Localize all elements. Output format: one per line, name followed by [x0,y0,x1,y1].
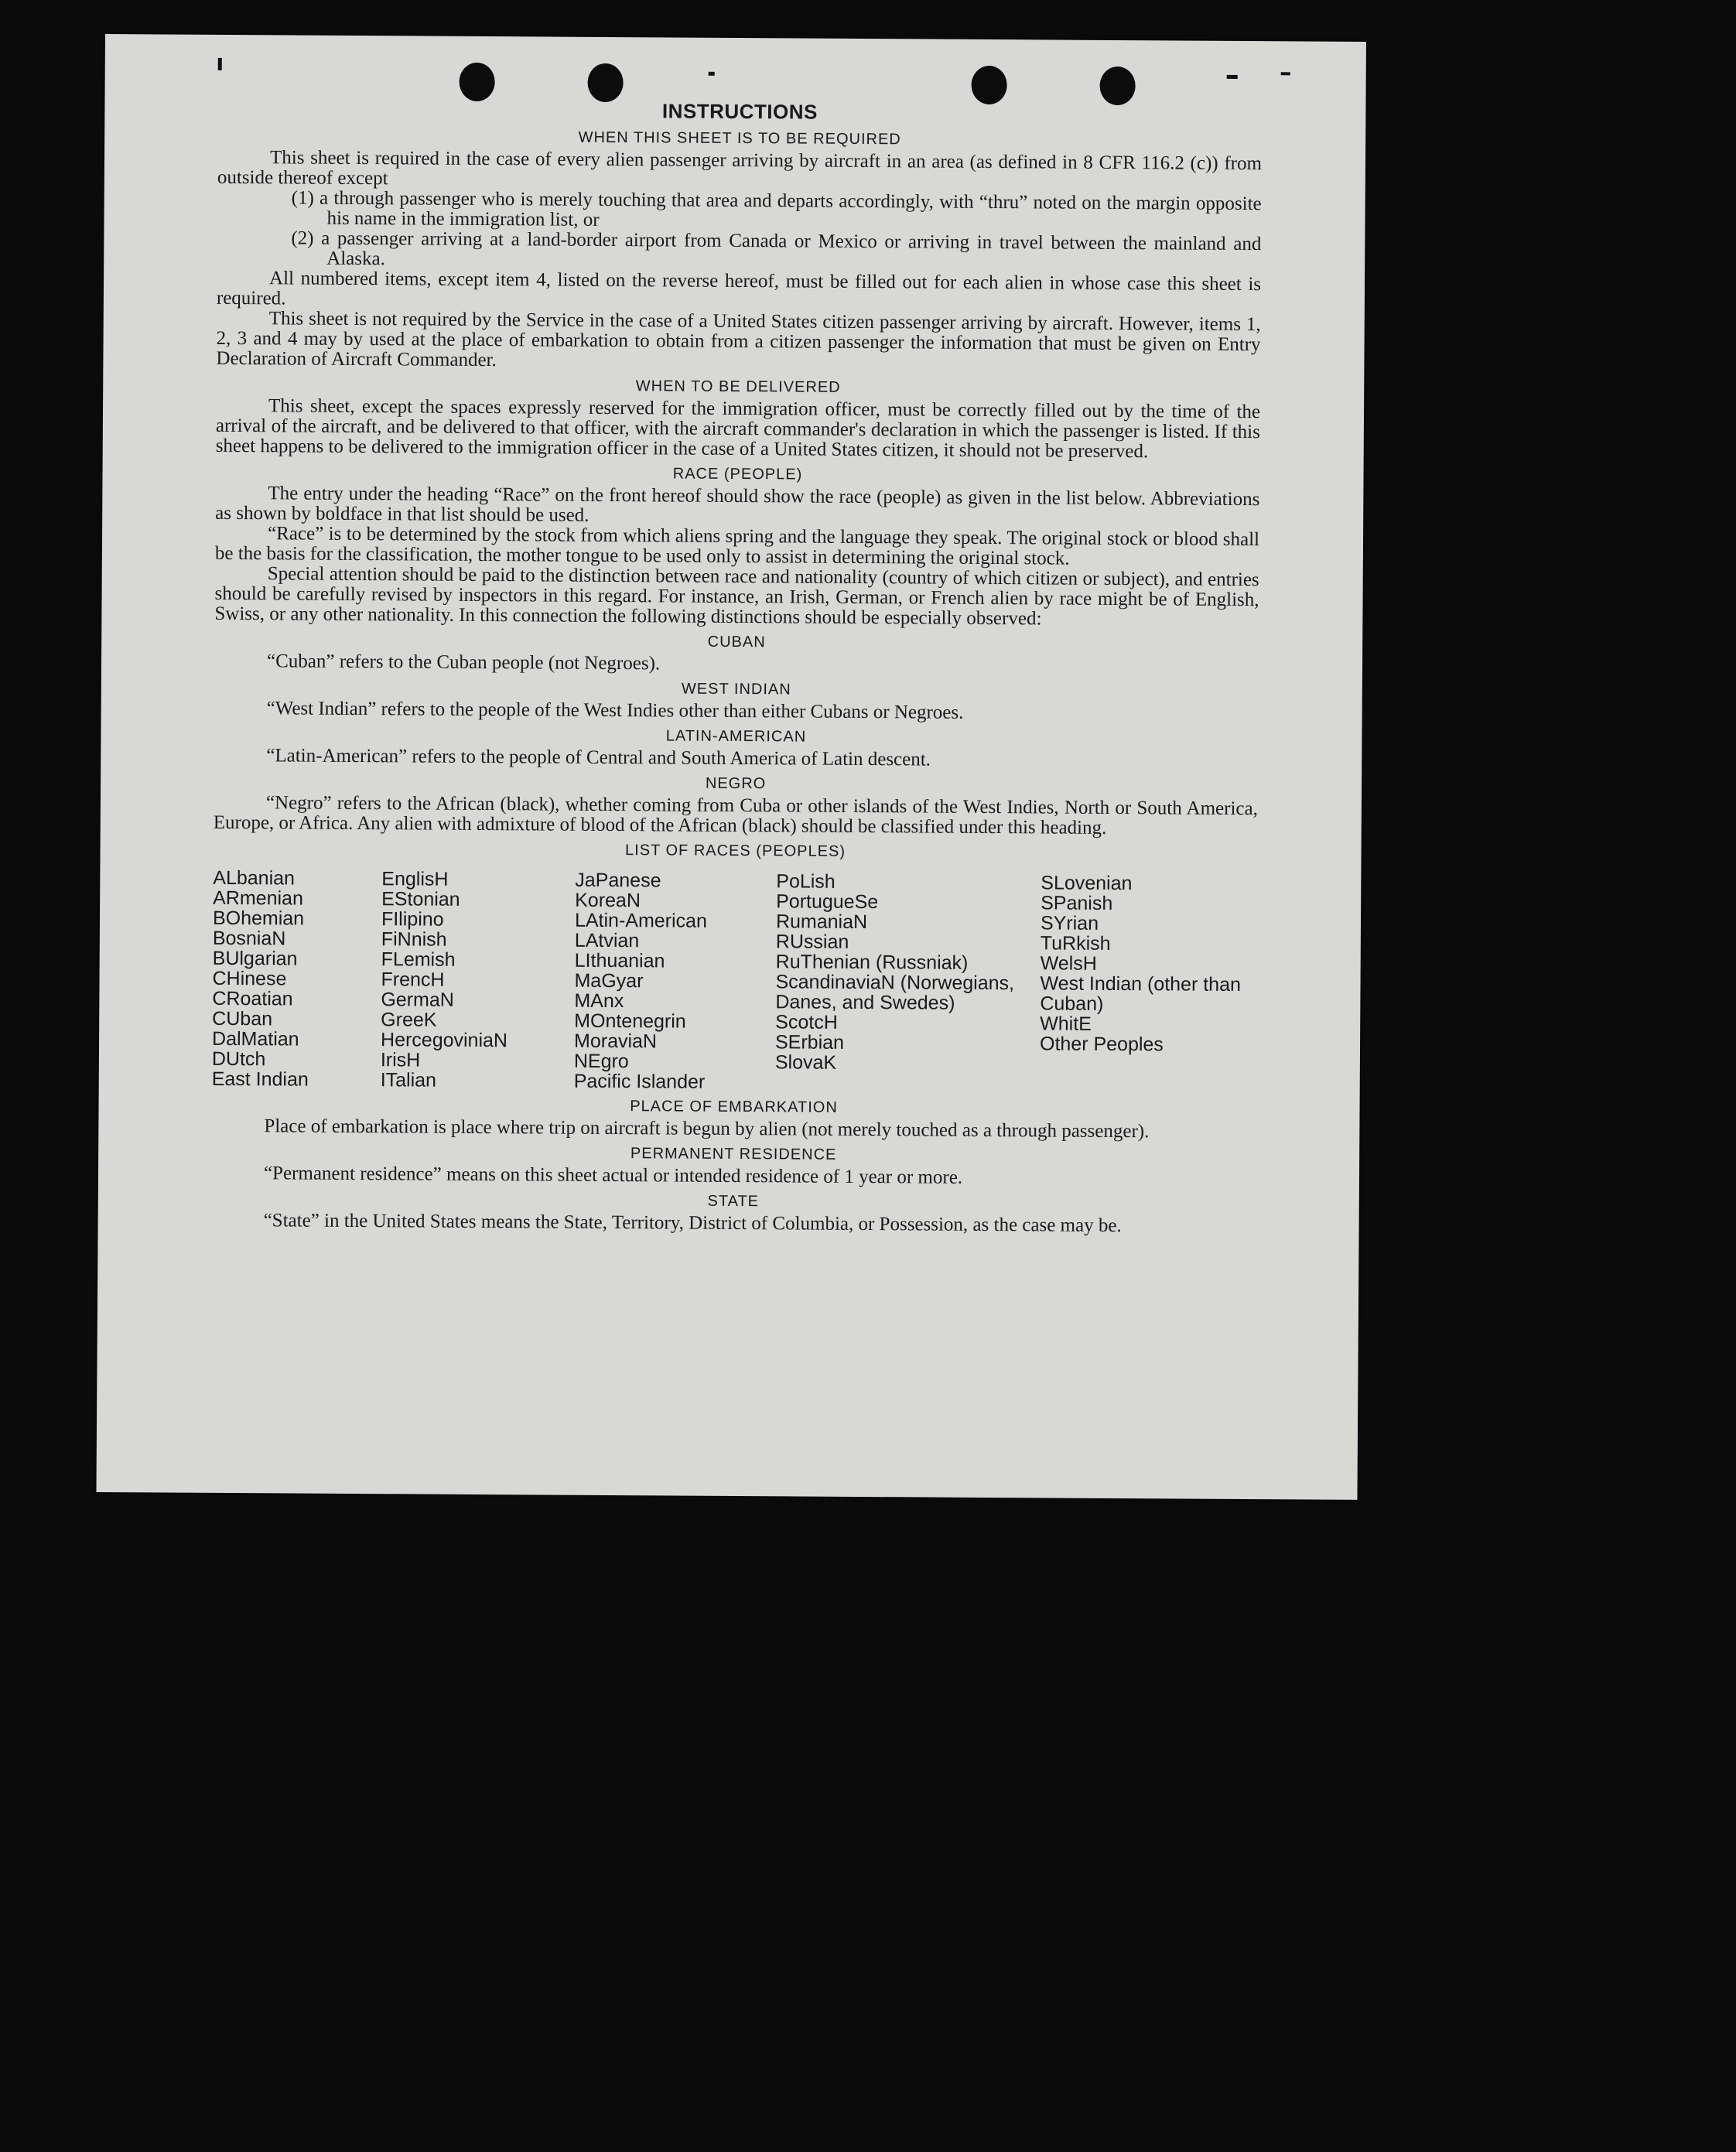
race-entry: Other Peoples [1039,1033,1164,1056]
section-heading: CUBAN [707,633,766,651]
race-entry: FLemish [381,948,456,971]
race-entry: ALbanian [213,866,296,890]
instructions-content [211,97,1263,1237]
race-entry: GermaN [381,989,454,1011]
race-entry: LAtin-American [574,909,708,932]
section-heading: RACE (PEOPLE) [672,465,803,483]
punch-hole [1099,67,1135,105]
race-entry: CRoatian [212,987,293,1010]
race-entry: West Indian (other than Cuban) [1040,972,1242,1015]
section-paragraph: “West Indian” refers to the people of the West Indies other than either Cubans or Negroes. [266,698,964,723]
race-entry: SPanish [1041,892,1113,914]
race-entry: JaPanese [575,869,661,892]
races-column [212,868,382,1090]
race-entry: KoreaN [575,889,641,912]
closing-sections [211,1095,1256,1237]
race-entry: Pacific Islander [573,1070,706,1093]
section-paragraph: This sheet is not required by the Service in the case of a United States citizen passenger arriving by aircraft. However, items 1, 2, 3 and 4 may by used at the place of embarkation to obtain from a citizen passenger the information that must be given on Entry Declaration of Aircraft Commander. [216,308,1261,371]
race-entry: WelsH [1040,952,1097,975]
races-column [775,871,1041,1094]
race-entry: ScandinaviaN (Norwegians, Danes, and Swedes) [775,971,1015,1014]
race-entry: LAtvian [574,929,640,952]
race-entry: ITalian [380,1069,437,1091]
section-heading: WHEN THIS SHEET IS TO BE REQUIRED [578,128,901,149]
section-heading: STATE [707,1192,760,1211]
race-entry: FiNnish [381,928,447,951]
section-heading: PERMANENT RESIDENCE [630,1145,837,1163]
race-entry: MOntenegrin [574,1009,686,1033]
race-entry: LIthuanian [574,949,665,972]
race-entry: EStonian [381,888,460,910]
race-entry: SYrian [1040,912,1099,934]
race-entry: RuThenian (Russniak) [775,951,969,974]
section-paragraph: “Cuban” refers to the Cuban people (not Negroes). [266,651,661,675]
race-entry: PoLish [776,870,836,893]
race-entry: FrencH [381,968,445,991]
race-entry: TuRkish [1040,932,1111,955]
section-paragraph: Special attention should be paid to the distinction between race and nationality (country of which citizen or subject), and entries should be carefully revised by inspectors in this regard. For instance, an Irish, German, or French alien by race might be of English, Swiss, or any other nationality. In this connection the following distinctions should be especially observed: [214,563,1259,630]
race-entry: MoraviaN [573,1030,658,1053]
scan-mark [1227,75,1238,79]
race-entry: SErbian [774,1031,845,1054]
race-entry: BosniaN [212,927,286,950]
races-column [381,869,576,1091]
race-entry: MAnx [574,989,624,1013]
section-paragraph: The entry under the heading “Race” on the front hereof should show the race (people) as given in the list below. Abbreviations as shown by boldface in that list should be used. [215,483,1260,526]
race-entry: WhitE [1040,1013,1092,1035]
section-paragraph: This sheet, except the spaces expressly reserved for the immigration officer, must be correctly filled out by the time of the arrival of the aircraft, and be delivered to that officer, with the aircraft commander's declaration in which the passenger is listed. If this sheet happens to be delivered to the immigration officer in the case of a United States citizen, it should not be preserved. [215,395,1261,463]
race-entry: DalMatian [211,1027,299,1050]
race-entry: NEgro [573,1050,629,1073]
race-entry: CUban [212,1007,273,1030]
section-paragraph: “Permanent residence” means on this sheet actual or intended residence of 1 year or more. [263,1163,963,1188]
document-title: INSTRUCTIONS [661,99,818,124]
section-paragraph: (2) a passenger arriving at a land-border airport from Canada or Mexico or arriving in travel between the mainland and Alaska. [291,227,1262,270]
section-paragraph: (1) a through passenger who is merely touching that area and departs accordingly, with “thru” noted on the margin opposite his name in the immigration list, or [291,187,1262,231]
punch-hole [971,66,1006,104]
race-entry: GreeK [381,1009,437,1031]
punch-hole [459,63,494,101]
section-paragraph: Place of embarkation is place where trip on aircraft is begun by alien (not merely touched as a through passenger). [264,1115,1150,1143]
section-paragraph: This sheet is required in the case of every alien passenger arriving by aircraft in an area (as defined in 8 CFR 116.2 (c)) from outside thereof except [217,147,1263,190]
race-entry: RumaniaN [775,910,868,934]
scan-mark [1281,72,1290,75]
section-paragraph: “Negro” refers to the African (black), whether coming from Cuba or other islands of the West Indies, North or South America, Europe, or Africa. Any alien with admixture of blood of the African (black) should be classified under this heading. [213,792,1258,839]
race-entry: RUssian [775,931,849,953]
race-entry: MaGyar [574,969,644,992]
section-heading: LATIN-AMERICAN [665,727,807,746]
races-table [212,868,1258,1095]
race-entry: EnglisH [381,868,449,890]
scan-mark [709,72,715,76]
races-column [574,870,777,1093]
race-entry: DUtch [211,1047,266,1071]
races-column [1040,873,1258,1095]
section-heading: PLACE OF EMBARKATION [630,1098,838,1116]
section-paragraph: All numbered items, except item 4, listed on the reverse hereof, must be filled out for each alien in whose case this sheet is required. [216,268,1262,309]
race-entry: CHinese [212,967,287,990]
race-entry: ARmenian [213,886,303,910]
race-entry: ScotcH [775,1011,838,1033]
section-heading: WHEN TO BE DELIVERED [635,377,841,396]
race-entry: BOhemian [212,907,305,930]
race-entry: PortugueSe [776,890,879,914]
section-paragraph: “Latin-American” refers to the people of Central and South America of Latin descent. [266,745,931,770]
race-entry: East Indian [211,1067,309,1091]
race-entry: BUlgarian [212,947,298,970]
section-paragraph: “Race” is to be determined by the stock from which aliens spring and the language they speak. The original stock or blood shall be the basis for the classification, the mother tongue to be used only to assist in determining the original stock. [214,523,1260,569]
section-heading: WEST INDIAN [681,680,791,699]
instruction-sections [214,127,1263,863]
punch-hole [587,63,623,102]
document-sheet [96,34,1365,1500]
section-heading: LIST OF RACES (PEOPLES) [625,842,846,860]
scan-mark [218,58,222,70]
section-heading: NEGRO [705,774,767,793]
race-entry: SlovaK [774,1051,837,1074]
section-paragraph: “State” in the United States means the State, Territory, District of Columbia, or Possession, as the case may be. [263,1210,1122,1237]
race-entry: FIlipino [381,908,444,931]
race-entry: HercegoviniaN [380,1029,508,1052]
race-entry: SLovenian [1041,872,1133,895]
race-entry: IrisH [380,1049,421,1071]
